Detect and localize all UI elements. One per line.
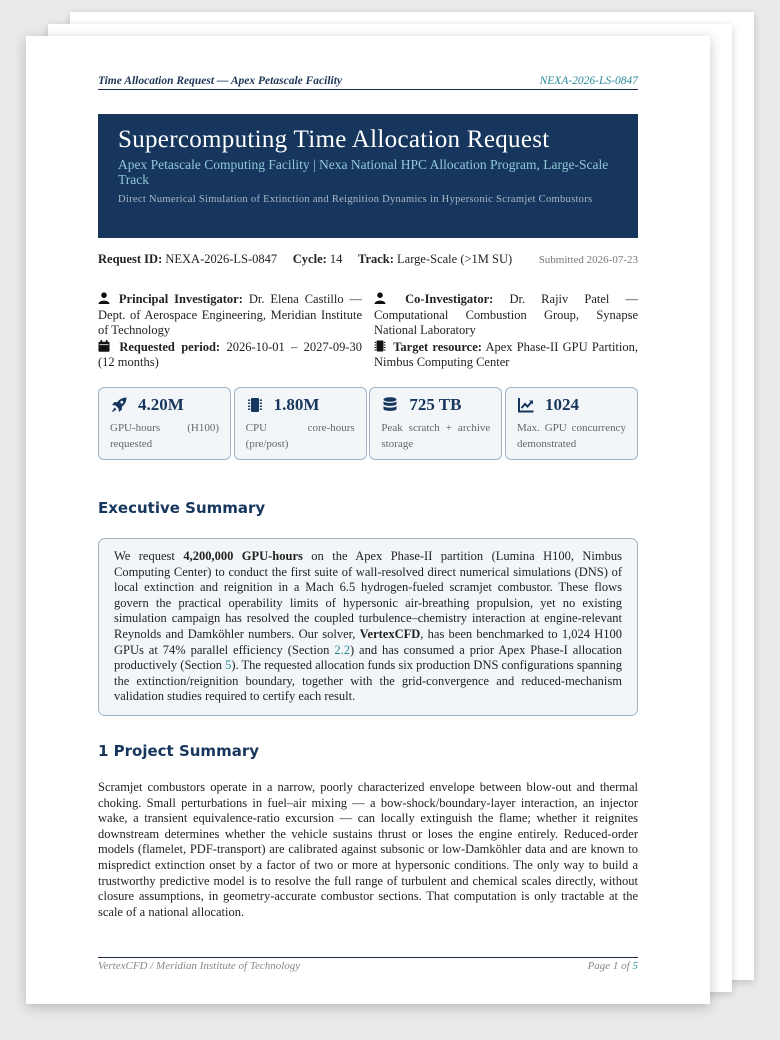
running-header: [98, 75, 638, 90]
document-page: [26, 36, 710, 1004]
stat-card-storage: [369, 387, 502, 460]
chip-icon: [374, 340, 386, 352]
stat-value: 1.80M: [273, 395, 320, 414]
period-label: Requested period:: [119, 339, 221, 354]
request-id-value: NEXA-2026-LS-0847: [165, 252, 278, 266]
calendar-icon: [98, 340, 110, 352]
stat-value: 1024: [544, 395, 579, 414]
stat-label: Max. GPU concurrency demonstrated: [516, 422, 626, 450]
section-link[interactable]: 5: [225, 658, 232, 673]
request-id-label: Request ID:: [98, 252, 163, 266]
pi-entry: [98, 292, 362, 339]
stat-value: 725 TB: [409, 395, 462, 414]
resource-value: Apex Phase-II GPU Partition, Nimbus Computing Center: [374, 339, 638, 369]
header-request-id: NEXA-2026-LS-0847: [539, 75, 638, 87]
submitted-date: Submitted 2026-07-23: [538, 254, 638, 266]
pi-label: Principal Investigator:: [118, 292, 243, 306]
exec-text: ) and has consumed a prior Apex Phase-I allocation productively (Section: [114, 642, 622, 673]
stats-row: [98, 387, 638, 460]
stat-label: CPU core-hours (pre/post): [245, 422, 355, 450]
coi-label: Co-Investigator:: [405, 292, 494, 306]
title-banner: [98, 114, 638, 238]
project-summary-paragraph: Scramjet combustors operate in a narrow, poorly characterized envelope between blow-out and thermal choking. Small perturbations in fuel–air mixing — a bow-shock/boundary-layer interaction, an injector wake, a transient equivalence-ratio excursion — can locally extinguish the flame; whether it reignites downstream determines whether the vehicle sustains thrust or loses the engine entirely. Reduced-order models (flamelet, PDF-transport) are calibrated against subsonic or low-Damköhler data and are known to mispredict extinction onset by a factor of two or more at hypersonic conditions. The only way to build a trustworthy predictive model is to resolve the full range of turbulent and chemical scales directly, without closure assumptions, in geometry-accurate combustor sections. That computation is only tractable at the scale of a national allocation.: [98, 780, 638, 919]
document-title: Supercomputing Time Allocation Request: [118, 126, 550, 153]
track-label: Track:: [358, 252, 394, 266]
cycle-value: 14: [329, 252, 343, 266]
investigators-block: [98, 292, 638, 372]
request-meta: [98, 251, 638, 268]
exec-bold-gpu-hours: 4,200,000 GPU-hours: [183, 549, 303, 563]
coi-value: Dr. Rajiv Patel — Computational Combustion Group, Synapse National Laboratory: [374, 292, 639, 337]
chip-icon: [246, 396, 264, 414]
resource-label: Target resource:: [393, 339, 482, 354]
header-title: Time Allocation Request — Apex Petascale Facility: [98, 75, 343, 87]
period-entry: [98, 340, 362, 371]
stat-card-gpu-hours: [98, 387, 231, 460]
database-icon: [381, 396, 399, 414]
left-column: [98, 292, 362, 372]
page-total-link[interactable]: 5: [632, 960, 638, 972]
stat-value: 4.20M: [138, 395, 184, 414]
exec-text: , has been benchmarked to 1,024 H100 GPUs at 74% parallel efficiency (Section: [114, 626, 622, 657]
period-value: 2026-10-01 – 2027-09-30 (12 months): [98, 339, 362, 369]
stat-card-cpu-hours: [234, 387, 367, 460]
page-number: [588, 960, 638, 972]
exec-bold-solver: VertexCFD: [359, 626, 421, 641]
section-link[interactable]: 2.2: [334, 642, 350, 657]
executive-summary-heading: Executive Summary: [98, 499, 266, 517]
user-icon: [374, 292, 386, 304]
executive-summary-box: [98, 538, 638, 716]
stat-label: GPU-hours (H100) requested: [110, 422, 219, 450]
project-summary-heading: 1 Project Summary: [98, 742, 259, 760]
project-title: Direct Numerical Simulation of Extinction and Reignition Dynamics in Hypersonic Scramjet Combustors: [118, 194, 593, 205]
page-prefix: Page 1 of: [587, 960, 633, 972]
user-icon: [98, 292, 110, 304]
footer-left: VertexCFD / Meridian Institute of Technology: [98, 960, 301, 972]
page-footer: [98, 957, 638, 972]
stat-label: Peak scratch + archive storage: [381, 422, 491, 450]
exec-text: ). The requested allocation funds six production DNS configurations spanning the extinction/reignition boundary, together with the grid-convergence and reduced-mechanism validation studies required to certify each result.: [114, 658, 623, 704]
pi-value: Dr. Elena Castillo — Dept. of Aerospace Engineering, Meridian Institute of Technology: [98, 292, 363, 337]
chart-line-icon: [517, 396, 535, 414]
coi-entry: [374, 292, 638, 339]
cycle-label: Cycle:: [292, 252, 327, 266]
stat-card-concurrency: [505, 387, 638, 460]
resource-entry: [374, 340, 638, 371]
exec-text: We request: [114, 549, 184, 563]
right-column: [374, 292, 638, 372]
exec-text: on the Apex Phase-II partition (Lumina H100, Nimbus Computing Center) to conduct the first suite of wall-resolved direct numerical simulations (DNS) of local extinction and reignition in a Mach 6.5 hydrogen-fueled scramjet combustor. These flows govern the practical operability limits of hypersonic air-breathing propulsion, yet no existing simulation campaign has resolved the coupled turbulence–chemistry interaction at engine-relevant Reynolds and Damköhler numbers. Our solver,: [114, 549, 622, 641]
track-value: Large-Scale (>1M SU): [397, 252, 513, 266]
document-subtitle: Apex Petascale Computing Facility | Nexa National HPC Allocation Program, Large-Scale Track: [118, 157, 609, 187]
rocket-icon: [110, 396, 128, 414]
